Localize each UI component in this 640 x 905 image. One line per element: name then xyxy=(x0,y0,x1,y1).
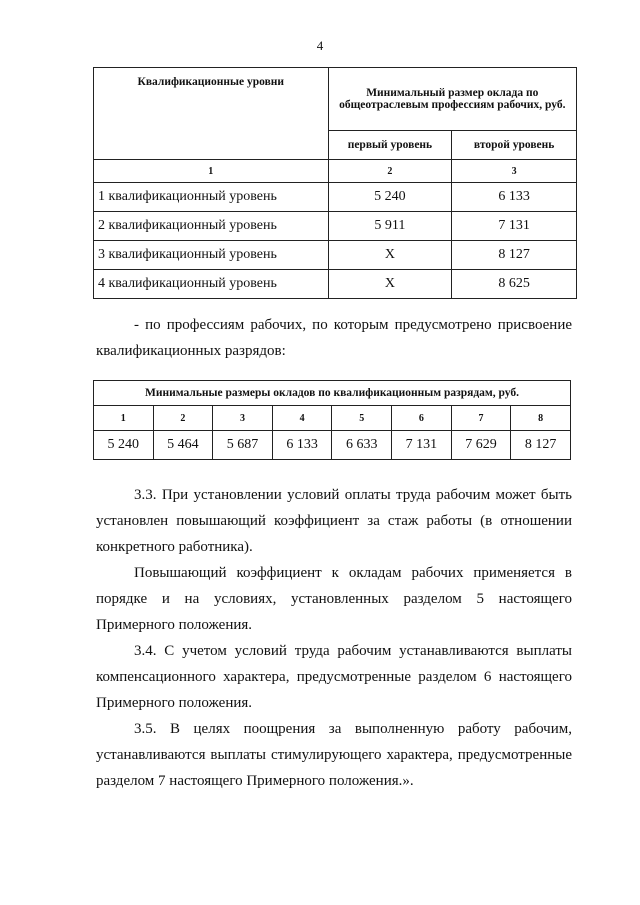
second-level-value: 8 127 xyxy=(452,241,577,270)
qualification-levels-table xyxy=(93,67,577,299)
table-row xyxy=(94,270,577,299)
grade-number: 4 xyxy=(272,406,332,431)
level-cell: 3 квалификационный уровень xyxy=(94,241,329,270)
grade-number: 8 xyxy=(511,406,571,431)
header-first-level: первый уровень xyxy=(328,131,452,160)
second-level-value: 7 131 xyxy=(452,212,577,241)
grade-salary-table xyxy=(93,380,571,460)
first-level-value: 5 240 xyxy=(328,183,452,212)
grade-salary-value: 8 127 xyxy=(511,431,571,460)
header-qualification-levels: Квалификационные уровни xyxy=(94,68,329,160)
table-row xyxy=(94,431,571,460)
grade-salary-value: 5 464 xyxy=(153,431,213,460)
grade-number: 2 xyxy=(153,406,213,431)
col-number: 2 xyxy=(328,160,452,183)
col-number: 3 xyxy=(452,160,577,183)
grade-salary-value: 6 133 xyxy=(272,431,332,460)
paragraph-coefficient: Повышающий коэффициент к окладам рабочих применяется в порядке и на условиях, установленных разделом 5 настоящего Примерного положения. xyxy=(96,565,572,633)
first-level-value: Х xyxy=(328,270,452,299)
second-level-value: 6 133 xyxy=(452,183,577,212)
first-level-value: 5 911 xyxy=(328,212,452,241)
grade-number: 5 xyxy=(332,406,392,431)
grade-salary-value: 7 629 xyxy=(451,431,511,460)
grade-number: 1 xyxy=(94,406,154,431)
first-level-value: Х xyxy=(328,241,452,270)
table-row xyxy=(94,241,577,270)
paragraph-3-4: 3.4. С учетом условий труда рабочим устанавливаются выплаты компенсационного характера, предусмотренные разделом 6 настоящего Примерного положения. xyxy=(96,643,572,711)
level-cell: 1 квалификационный уровень xyxy=(94,183,329,212)
col-number: 1 xyxy=(94,160,329,183)
level-cell: 2 квалификационный уровень xyxy=(94,212,329,241)
paragraph-3-3: 3.3. При установлении условий оплаты труда рабочим может быть установлен повышающий коэффициент за стаж работы (в отношении конкретного работника). xyxy=(96,487,572,555)
grade-table-title: Минимальные размеры окладов по квалификационным разрядам, руб. xyxy=(94,381,571,406)
grade-salary-value: 5 240 xyxy=(94,431,154,460)
grade-salary-value: 5 687 xyxy=(213,431,273,460)
grade-number: 3 xyxy=(213,406,273,431)
level-cell: 4 квалификационный уровень xyxy=(94,270,329,299)
table-row xyxy=(94,212,577,241)
second-level-value: 8 625 xyxy=(452,270,577,299)
grade-salary-value: 6 633 xyxy=(332,431,392,460)
intro-paragraph: - по профессиям рабочих, по которым предусмотрено присвоение квалификационных разрядов: xyxy=(96,317,572,359)
table-row xyxy=(94,183,577,212)
paragraph-3-5: 3.5. В целях поощрения за выполненную работу рабочим, устанавливаются выплаты стимулирующего характера, предусмотренные разделом 7 настоящего Примерного положения.». xyxy=(96,721,572,789)
page-number: 4 xyxy=(316,38,324,53)
grade-number: 7 xyxy=(451,406,511,431)
grade-number: 6 xyxy=(392,406,452,431)
header-min-salary: Минимальный размер оклада по общеотраслевым профессиям рабочих, руб. xyxy=(328,68,576,131)
header-second-level: второй уровень xyxy=(452,131,577,160)
grade-salary-value: 7 131 xyxy=(392,431,452,460)
